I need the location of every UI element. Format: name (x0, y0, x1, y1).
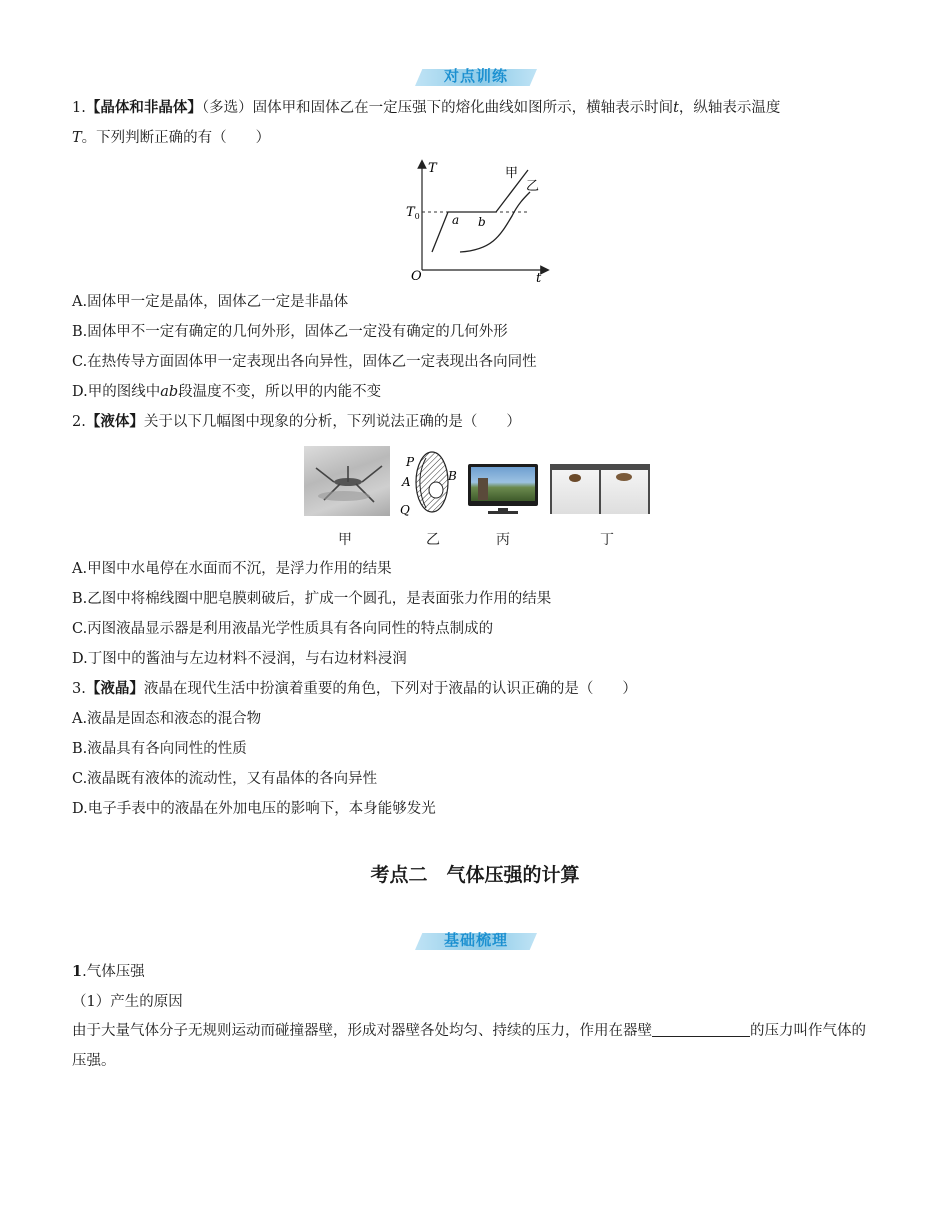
q3-stem: 3.【液晶】液晶在现代生活中扮演着重要的角色，下列对于液晶的认识正确的是（ ） (72, 680, 637, 697)
q3-option-c[interactable]: C.液晶既有液体的流动性，又有晶体的各向异性 (72, 771, 378, 787)
basics-heading: 1.气体压强 (72, 963, 145, 980)
section-title: 考点二 气体压强的计算 (370, 864, 580, 886)
q1-option-b[interactable]: B.固体甲不一定有确定的几何外形，固体乙一定没有确定的几何外形 (72, 324, 508, 340)
point-a-label: a (452, 213, 460, 227)
curve-jia (432, 170, 528, 252)
practice-banner-label: 对点训练 (443, 67, 508, 85)
q1-stem-line1: 1.【晶体和非晶体】（多选）固体甲和固体乙在一定压强下的熔化曲线如图所示，横轴表示时间t，纵轴表示温度 (72, 99, 781, 116)
q3-option-a[interactable]: A.液晶是固态和液态的混合物 (72, 711, 262, 727)
q3-option-d[interactable]: D.电子手表中的液晶在外加电压的影响下，本身能够发光 (72, 801, 436, 817)
q2-option-c[interactable]: C.丙图液晶显示器是利用液晶光学性质具有各向同性的特点制成的 (72, 621, 494, 637)
q2-option-d[interactable]: D.丁图中的酱油与左边材料不浸润，与右边材料浸润 (72, 651, 407, 667)
figure-jia-water-strider (304, 446, 390, 516)
figure-bing-lcd-monitor (468, 464, 538, 514)
q2-stem: 2.【液体】关于以下几幅图中现象的分析，下列说法正确的是（ ） (72, 413, 521, 430)
label-Q: Q (400, 503, 410, 517)
figure-yi-soap-film (396, 446, 464, 520)
label-A: A (402, 475, 411, 489)
figure-ding-soy-sauce (550, 464, 650, 514)
basics-sub-heading: （1）产生的原因 (72, 994, 183, 1010)
caption-bing: 丙 (496, 532, 510, 548)
basics-paragraph: 由于大量气体分子无规则运动而碰撞器壁，形成对器壁各处均匀、持续的压力，作用在器壁 的压力叫作气体的压强。 (72, 1016, 877, 1076)
basics-banner-label: 基础梳理 (443, 931, 508, 949)
axis-t-label: t (536, 271, 542, 286)
melting-curve-graph (400, 158, 560, 286)
practice-banner (415, 64, 537, 88)
caption-jia: 甲 (338, 532, 352, 548)
curve-yi-label: 乙 (526, 179, 540, 194)
q2-option-b[interactable]: B.乙图中将棉线圈中肥皂膜刺破后，扩成一个圆孔，是表面张力作用的结果 (72, 591, 552, 607)
axis-T-label: T (428, 161, 437, 176)
label-B: B (448, 469, 457, 483)
caption-ding: 丁 (600, 532, 614, 548)
q2-option-a[interactable]: A.甲图中水黾停在水面而不沉，是浮力作用的结果 (72, 561, 392, 577)
q1-tag: 【晶体和非晶体】 (85, 99, 202, 116)
q3-tag: 【液晶】 (85, 680, 144, 697)
fill-in-blank[interactable] (652, 1020, 750, 1037)
q3-option-b[interactable]: B.液晶具有各向同性的性质 (72, 741, 247, 757)
q1-stem-line2: T。下列判断正确的有（ ） (72, 130, 271, 146)
q2-tag: 【液体】 (85, 413, 144, 430)
curve-jia-label: 甲 (505, 166, 519, 181)
origin-label: O (411, 269, 422, 284)
q1-option-d[interactable]: D.甲的图线中ab段温度不变，所以甲的内能不变 (72, 384, 382, 400)
curve-yi (460, 192, 530, 252)
label-P: P (406, 455, 415, 469)
q1-option-a[interactable]: A.固体甲一定是晶体，固体乙一定是非晶体 (72, 294, 349, 310)
caption-yi: 乙 (426, 532, 440, 548)
basics-banner (415, 928, 537, 952)
t0-label: $T_0$ (406, 205, 420, 221)
point-b-label: b (478, 215, 486, 229)
q1-option-c[interactable]: C.在热传导方面固体甲一定表现出各向异性，固体乙一定表现出各向同性 (72, 354, 537, 370)
